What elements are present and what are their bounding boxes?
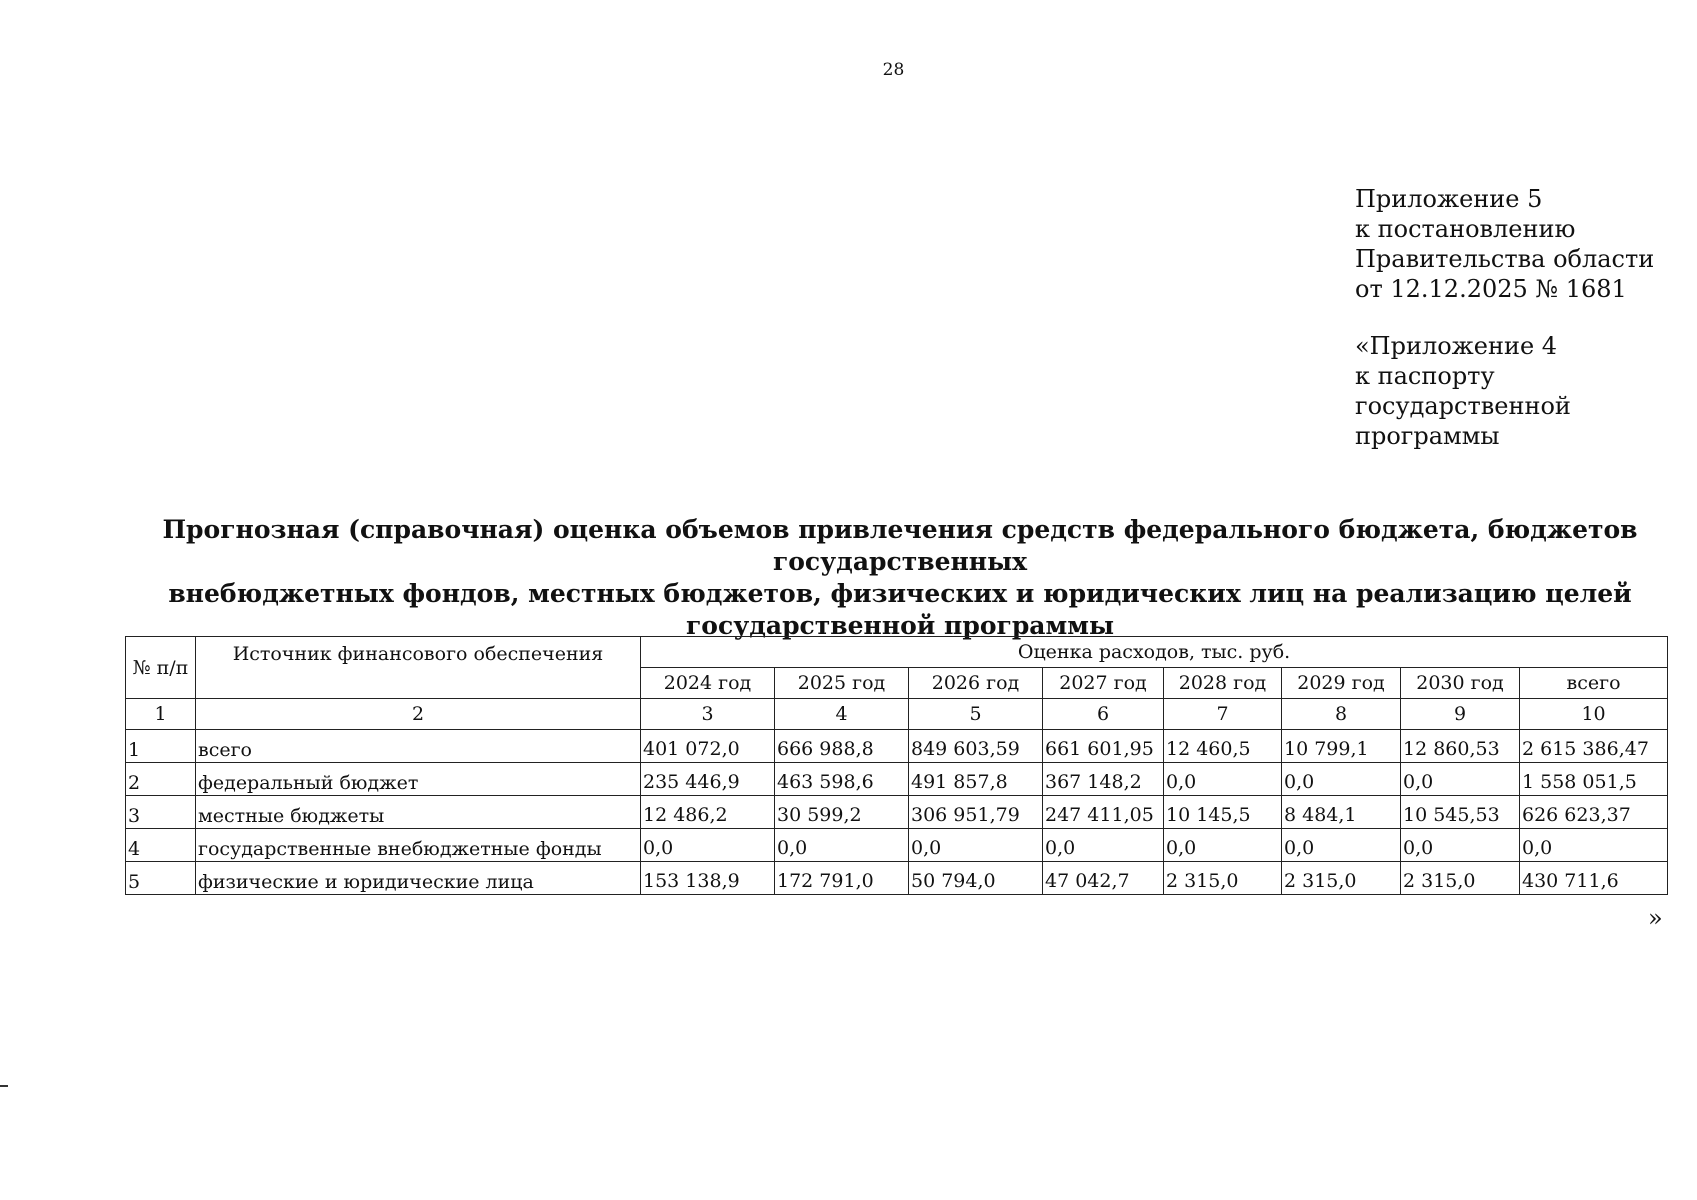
appendix-line: Приложение 5 bbox=[1355, 185, 1543, 213]
column-number: 8 bbox=[1282, 699, 1401, 730]
header-year: 2025 год bbox=[775, 668, 909, 699]
title-line: Прогнозная (справочная) оценка объемов привлечения средств федерального бюджета, бюджетов государственных bbox=[162, 515, 1638, 576]
column-number: 6 bbox=[1043, 699, 1164, 730]
column-number: 4 bbox=[775, 699, 909, 730]
year-value: 0,0 bbox=[1401, 829, 1520, 862]
table-row bbox=[126, 829, 1668, 862]
year-value: 10 799,1 bbox=[1282, 730, 1401, 763]
closing-quote: » bbox=[1648, 904, 1663, 932]
header-year: 2026 год bbox=[909, 668, 1043, 699]
column-number: 2 bbox=[196, 699, 641, 730]
appendix-line: государственной bbox=[1355, 392, 1571, 420]
year-value: 0,0 bbox=[1282, 829, 1401, 862]
year-value: 12 486,2 bbox=[641, 796, 775, 829]
page-number: 28 bbox=[882, 60, 905, 80]
funding-source: местные бюджеты bbox=[196, 796, 641, 829]
appendix-line: Правительства области bbox=[1355, 245, 1655, 273]
year-value: 2 315,0 bbox=[1401, 862, 1520, 895]
year-value: 12 460,5 bbox=[1164, 730, 1282, 763]
appendix-line: от 12.12.2025 № 1681 bbox=[1355, 275, 1627, 303]
funding-source: государственные внебюджетные фонды bbox=[196, 829, 641, 862]
column-number: 3 bbox=[641, 699, 775, 730]
funding-source: всего bbox=[196, 730, 641, 763]
year-value: 0,0 bbox=[909, 829, 1043, 862]
year-value: 0,0 bbox=[1164, 763, 1282, 796]
year-value: 0,0 bbox=[1164, 829, 1282, 862]
column-number: 9 bbox=[1401, 699, 1520, 730]
year-value: 2 315,0 bbox=[1164, 862, 1282, 895]
total-value: 2 615 386,47 bbox=[1520, 730, 1668, 763]
header-num: № п/п bbox=[126, 637, 196, 699]
funding-source: федеральный бюджет bbox=[196, 763, 641, 796]
table-body bbox=[126, 730, 1668, 895]
row-number: 5 bbox=[126, 862, 196, 895]
year-value: 367 148,2 bbox=[1043, 763, 1164, 796]
year-value: 30 599,2 bbox=[775, 796, 909, 829]
total-value: 430 711,6 bbox=[1520, 862, 1668, 895]
column-numbers-row bbox=[126, 699, 1668, 730]
year-value: 8 484,1 bbox=[1282, 796, 1401, 829]
column-number: 7 bbox=[1164, 699, 1282, 730]
row-number: 2 bbox=[126, 763, 196, 796]
document-title bbox=[130, 514, 1670, 642]
appendix-line: к постановлению bbox=[1355, 215, 1576, 243]
year-value: 153 138,9 bbox=[641, 862, 775, 895]
year-value: 247 411,05 bbox=[1043, 796, 1164, 829]
column-number: 1 bbox=[126, 699, 196, 730]
year-value: 0,0 bbox=[1043, 829, 1164, 862]
year-value: 0,0 bbox=[1401, 763, 1520, 796]
year-value: 235 446,9 bbox=[641, 763, 775, 796]
column-number: 10 bbox=[1520, 699, 1668, 730]
table-row bbox=[126, 862, 1668, 895]
year-value: 0,0 bbox=[775, 829, 909, 862]
year-value: 0,0 bbox=[1282, 763, 1401, 796]
year-value: 401 072,0 bbox=[641, 730, 775, 763]
year-value: 306 951,79 bbox=[909, 796, 1043, 829]
total-value: 1 558 051,5 bbox=[1520, 763, 1668, 796]
title-line: государственной программы bbox=[685, 611, 1114, 640]
year-value: 12 860,53 bbox=[1401, 730, 1520, 763]
header-source: Источник финансового обеспечения bbox=[196, 637, 641, 699]
year-value: 10 545,53 bbox=[1401, 796, 1520, 829]
appendix-line: «Приложение 4 bbox=[1355, 332, 1558, 360]
header-year: 2028 год bbox=[1164, 668, 1282, 699]
year-value: 661 601,95 bbox=[1043, 730, 1164, 763]
header-year: 2027 год bbox=[1043, 668, 1164, 699]
year-value: 463 598,6 bbox=[775, 763, 909, 796]
header-total: всего bbox=[1520, 668, 1668, 699]
header-year: 2029 год bbox=[1282, 668, 1401, 699]
table-row bbox=[126, 796, 1668, 829]
column-number: 5 bbox=[909, 699, 1043, 730]
appendix-line: программы bbox=[1355, 422, 1500, 450]
header-expense-estimate: Оценка расходов, тыс. руб. bbox=[641, 637, 1668, 668]
row-number: 3 bbox=[126, 796, 196, 829]
year-value: 47 042,7 bbox=[1043, 862, 1164, 895]
row-number: 4 bbox=[126, 829, 196, 862]
year-value: 10 145,5 bbox=[1164, 796, 1282, 829]
header-year: 2030 год bbox=[1401, 668, 1520, 699]
funding-source: физические и юридические лица bbox=[196, 862, 641, 895]
total-value: 626 623,37 bbox=[1520, 796, 1668, 829]
margin-mark bbox=[0, 1085, 8, 1087]
year-value: 0,0 bbox=[641, 829, 775, 862]
year-value: 2 315,0 bbox=[1282, 862, 1401, 895]
year-value: 172 791,0 bbox=[775, 862, 909, 895]
year-value: 666 988,8 bbox=[775, 730, 909, 763]
table-row bbox=[126, 763, 1668, 796]
header-year: 2024 год bbox=[641, 668, 775, 699]
year-value: 849 603,59 bbox=[909, 730, 1043, 763]
appendix-line: к паспорту bbox=[1355, 362, 1495, 390]
appendix-block bbox=[1355, 184, 1654, 451]
year-value: 491 857,8 bbox=[909, 763, 1043, 796]
year-value: 50 794,0 bbox=[909, 862, 1043, 895]
title-line: внебюджетных фондов, местных бюджетов, физических и юридических лиц на реализацию целей bbox=[168, 579, 1632, 608]
total-value: 0,0 bbox=[1520, 829, 1668, 862]
financing-table bbox=[125, 636, 1668, 895]
row-number: 1 bbox=[126, 730, 196, 763]
table-row bbox=[126, 730, 1668, 763]
